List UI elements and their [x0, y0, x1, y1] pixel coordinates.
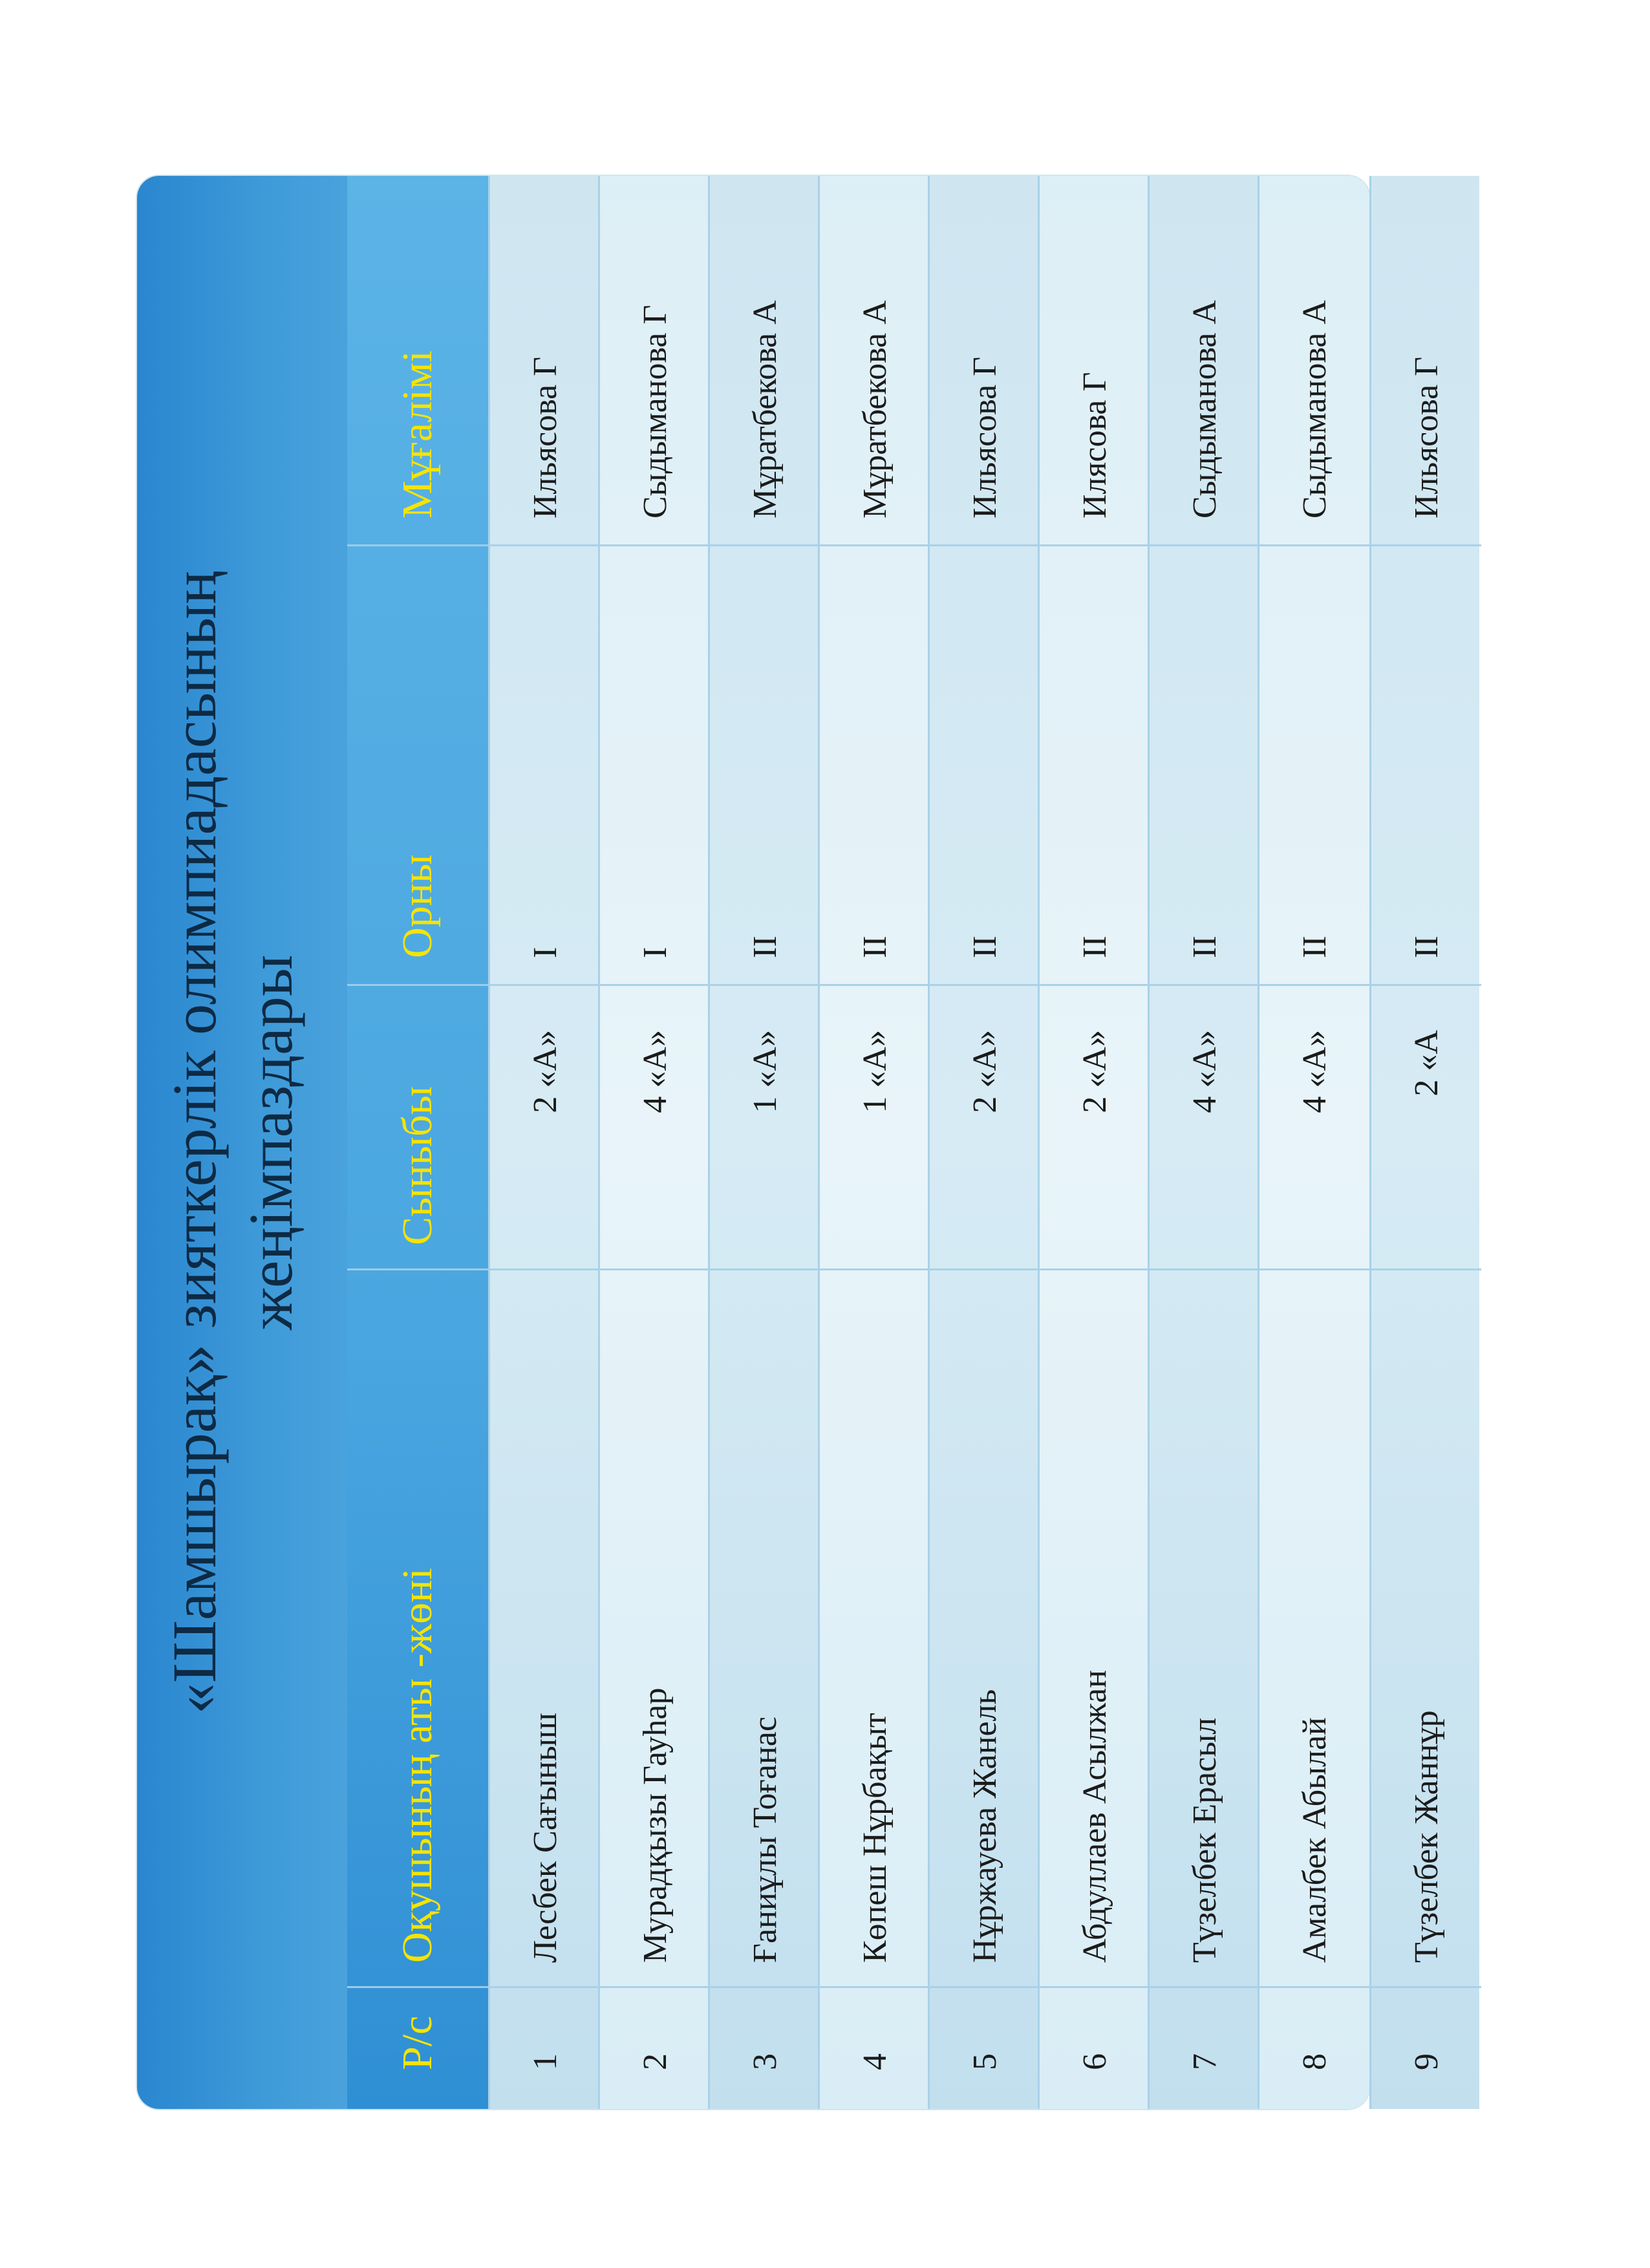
cell-class: 1 «А» — [710, 984, 820, 1268]
cell-class: 2 «А» — [490, 984, 600, 1268]
cell-place: II — [1371, 544, 1481, 984]
cell-num: 7 — [1150, 1986, 1259, 2109]
table-row — [1148, 176, 1258, 2109]
cell-place: II — [930, 544, 1040, 984]
cell-num: 3 — [710, 1986, 820, 2109]
cell-name: Мурадқызы Гауһар — [600, 1268, 710, 1986]
table-row — [708, 176, 818, 2109]
cell-teacher: Ильясова Г — [966, 356, 1003, 519]
cell-name: Нұржауева Жанель — [930, 1268, 1040, 1986]
cell-num: 5 — [930, 1986, 1040, 2109]
cell-name: Амалбек Абылай — [1259, 1268, 1369, 1986]
page-title — [156, 176, 309, 2109]
cell-place: II — [820, 544, 930, 984]
cell-place: I — [490, 544, 600, 984]
cell-place: II — [710, 544, 820, 984]
cell-num: 1 — [490, 1986, 600, 2109]
table-row — [928, 176, 1038, 2109]
winners-board — [137, 176, 1369, 2109]
cell-name: Түзелбек Ерасыл — [1150, 1268, 1259, 1986]
cell-num: 2 — [600, 1986, 710, 2109]
title-line-2: жеңімпаздары — [236, 954, 305, 1331]
cell-teacher: Мұратбекова А — [856, 300, 894, 519]
table-row — [1369, 176, 1479, 2109]
cell-class: 1 «А» — [820, 984, 930, 1268]
cell-num: 9 — [1371, 1986, 1481, 2109]
table-row — [598, 176, 708, 2109]
header-place: Орны — [347, 544, 488, 984]
table-row — [1038, 176, 1148, 2109]
cell-name: Көпеш Нұрбақыт — [820, 1268, 930, 1986]
title-band — [137, 176, 347, 2109]
table-row — [818, 176, 928, 2109]
cell-class: 2 «А» — [930, 984, 1040, 1268]
last-row-strip — [1369, 176, 1479, 2109]
header-name: Оқушының аты -жөні — [347, 1268, 488, 1986]
cell-place: II — [1259, 544, 1369, 984]
cell-teacher: Сыдыманова Г — [636, 305, 674, 519]
cell-class: 2 «А» — [1040, 984, 1150, 1268]
cell-teacher: Ильясова Г — [1408, 356, 1445, 519]
cell-place: II — [1150, 544, 1259, 984]
title-line-1: «Шамшырақ» зияткерлік олимпиадасының — [160, 570, 229, 1715]
cell-place: I — [600, 544, 710, 984]
header-num: Р/с — [347, 1986, 488, 2109]
cell-teacher: Ильясова Г — [526, 356, 564, 519]
cell-num: 8 — [1259, 1986, 1369, 2109]
cell-class: 4 «А» — [600, 984, 710, 1268]
table-row — [488, 176, 598, 2109]
cell-name: Абдуллаев Асылжан — [1040, 1268, 1150, 1986]
cell-teacher: Илясова Г — [1076, 372, 1113, 519]
table-header — [347, 176, 488, 2109]
cell-teacher: Сыдыманова А — [1186, 300, 1223, 519]
table-row — [1258, 176, 1369, 2109]
cell-place: II — [1040, 544, 1150, 984]
cell-name: Лесбек Сағыныш — [490, 1268, 600, 1986]
cell-teacher: Мұратбекова А — [746, 300, 784, 519]
cell-name: Түзелбек Жаннұр — [1371, 1268, 1481, 1986]
header-class: Сыныбы — [347, 984, 488, 1268]
cell-class: 4 «А» — [1259, 984, 1369, 1268]
cell-num: 4 — [820, 1986, 930, 2109]
cell-class: 2 «А — [1371, 984, 1481, 1268]
cell-name: Ғаниұлы Тоғанас — [710, 1268, 820, 1986]
cell-num: 6 — [1040, 1986, 1150, 2109]
cell-class: 4 «А» — [1150, 984, 1259, 1268]
header-teacher: Мұғалімі — [394, 350, 441, 519]
cell-teacher: Сыдыманова А — [1296, 300, 1333, 519]
winners-table — [347, 176, 1369, 2109]
